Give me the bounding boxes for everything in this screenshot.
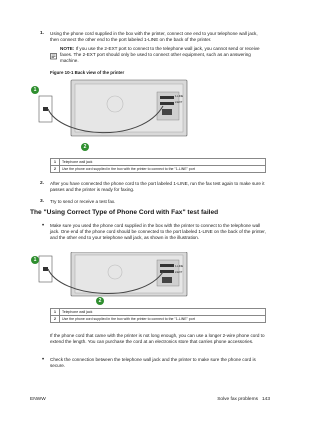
row-text: Use the phone cord supplied in the box with the printer to connect to the "1-LINE" port: [60, 316, 266, 323]
footer-right: Solve fax problems 143: [217, 397, 270, 402]
row-number: 2: [51, 166, 60, 173]
callout-2-badge: 2: [81, 143, 89, 151]
note-text: If you use the 2-EXT port to connect to the telephone wall jack, you cannot send or receive faxes. The 2-EXT port should only be used to connect other equipment, such as an answering machine.: [60, 46, 260, 64]
table-row: [51, 166, 266, 173]
bullet-dot: •: [42, 223, 45, 229]
port-label-2-ext: 2-EXT: [175, 101, 183, 104]
callout-1-badge: 1: [31, 86, 39, 94]
figure-2-key-table: [50, 308, 266, 323]
step-1-number: 1.: [40, 31, 45, 36]
callout-1-badge: 1: [31, 256, 39, 264]
table-row: [51, 309, 266, 316]
step-3-text: Try to send or receive a test fax.: [50, 199, 116, 204]
callout-2-badge: 2: [96, 297, 104, 305]
bullet-1-text: Make sure you used the phone cord supplied in the box with the printer to connect to the telephone wall jack. One end of the phone cord should be connected to the port labeled 1-LINE on the back of the printer, and the other end to your telephone wall jack, as shown in the illustration.: [50, 223, 266, 241]
extension-cord-paragraph: If the phone cord that came with the printer is not long enough, you can use a longer 2-wire phone cord to extend the length. You can purchase the cord at an electronics store that carries phone accessories.: [50, 333, 265, 345]
bullet-dot: •: [42, 357, 45, 363]
table-row: [51, 316, 266, 323]
step-1-text: Using the phone cord supplied in the box with the printer, connect one end to your telephone wall jack, then connect the other end to the port labeled 1-LINE on the back of the printer.: [50, 31, 258, 43]
row-text: Use the phone cord supplied in the box with the printer to connect to the "1-LINE" port: [60, 166, 266, 173]
footer-left: ENWW: [30, 397, 46, 402]
note-icon: [50, 47, 58, 54]
row-text: Telephone wall jack: [60, 309, 266, 316]
note-label: NOTE:: [60, 46, 75, 51]
row-number: 2: [51, 316, 60, 323]
step-3-number: 3.: [40, 199, 45, 204]
port-label-2-ext: 2-EXT: [175, 271, 183, 274]
printer-back-illustration-1: [31, 78, 201, 150]
port-label-1-line: 1-LINE: [175, 265, 184, 268]
table-row: [51, 159, 266, 166]
port-label-1-line: 1-LINE: [175, 95, 184, 98]
step-2-text: After you have connected the phone cord to the port labeled 1-LINE, run the fax test again to make sure it passes and the printer is ready for faxing.: [50, 181, 265, 193]
row-number: 1: [51, 309, 60, 316]
printer-back-illustration-2: [31, 252, 201, 308]
figure-caption: Figure 10-1 Back view of the printer: [50, 70, 125, 75]
row-number: 1: [51, 159, 60, 166]
section-heading: The "Using Correct Type of Phone Cord with Fax" test failed: [30, 209, 219, 216]
step-2-number: 2.: [40, 181, 45, 186]
note-text-block: [60, 46, 266, 65]
bullet-2-text: Check the connection between the telephone wall jack and the printer to make sure the phone cord is secure.: [50, 357, 256, 369]
figure-1-key-table: [50, 158, 266, 173]
row-text: Telephone wall jack: [60, 159, 266, 166]
